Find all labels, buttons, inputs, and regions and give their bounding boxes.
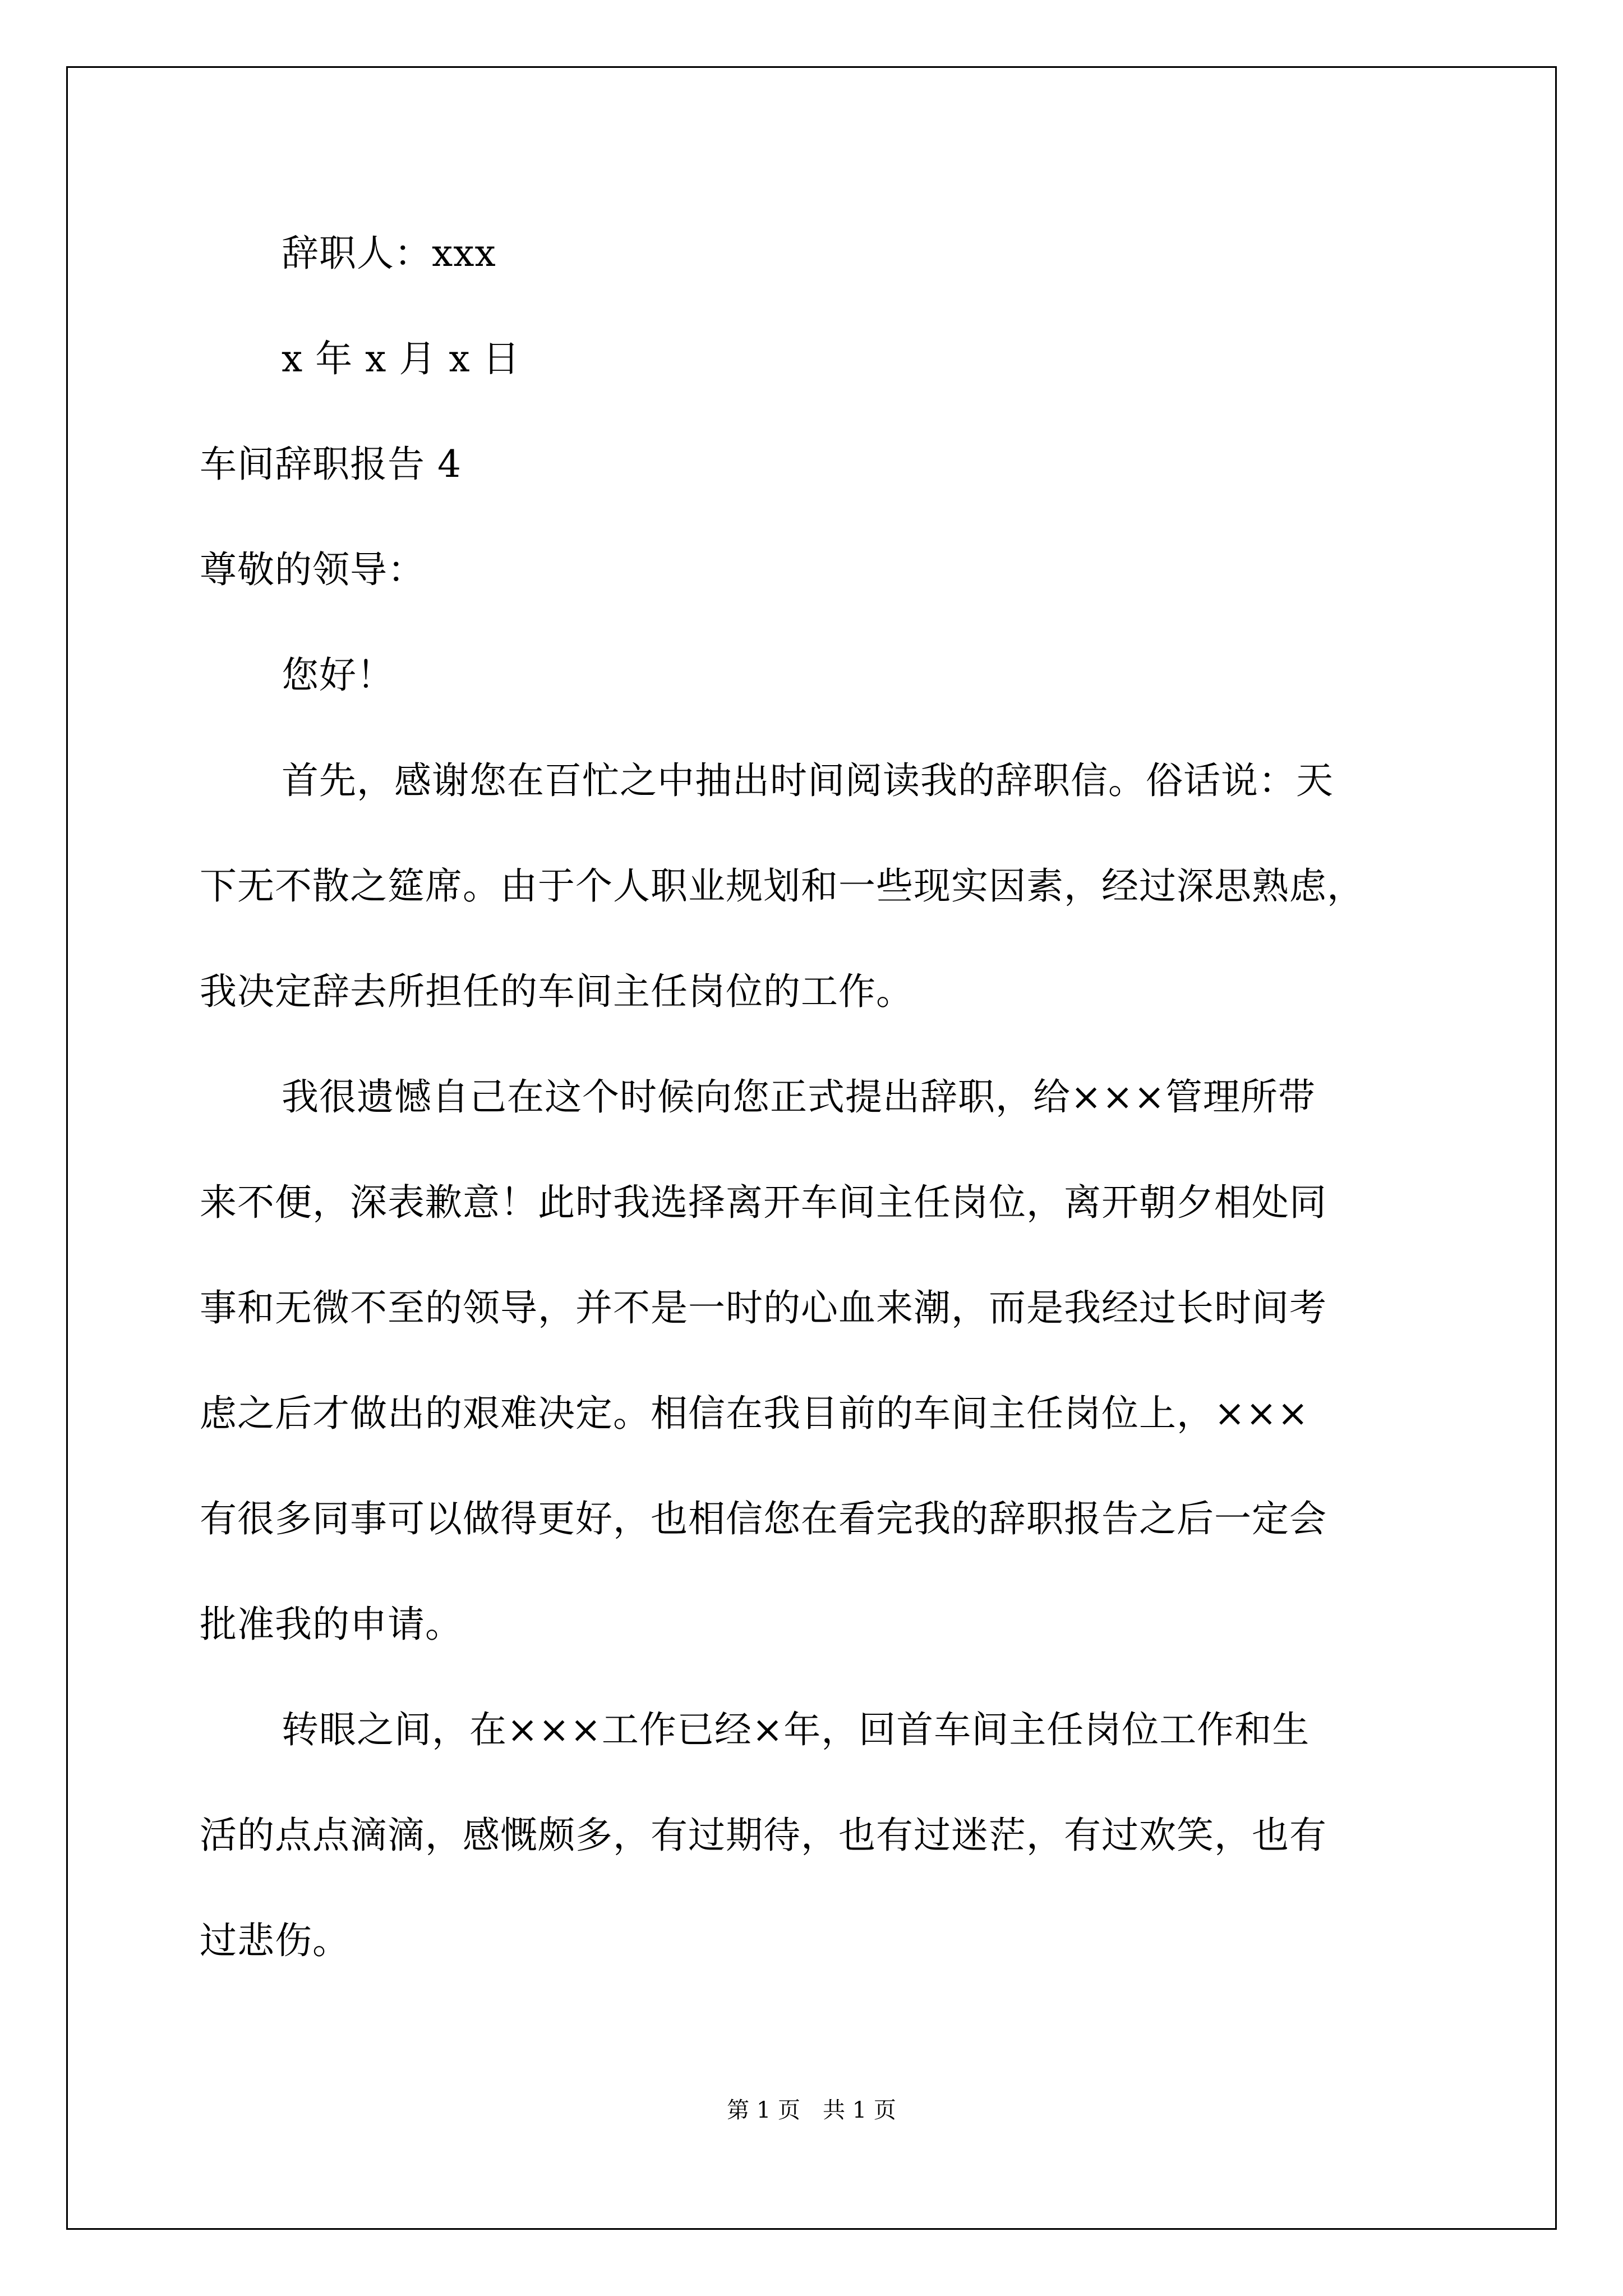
paragraph-1-line-3: 我决定辞去所担任的车间主任岗位的工作。 — [200, 970, 914, 1013]
page-number-footer: 第 1 页 共 1 页 — [727, 2097, 896, 2123]
paragraph-2-line-4: 虑之后才做出的艰难决定。相信在我目前的车间主任岗位上，××× — [200, 1392, 1309, 1435]
paragraph-3-line-1: 转眼之间，在×××工作已经×年，回首车间主任岗位工作和生 — [282, 1708, 1310, 1751]
paragraph-1-line-1: 首先，感谢您在百忙之中抽出时间阅读我的辞职信。俗话说：天 — [282, 759, 1334, 802]
greeting: 您好！ — [282, 654, 394, 697]
date-line: x 年 x 月 x 日 — [282, 337, 520, 380]
page-border — [66, 66, 1557, 2230]
paragraph-3-line-2: 活的点点滴滴，感慨颇多，有过期待，也有过迷茫，有过欢笑，也有 — [200, 1814, 1327, 1857]
paragraph-2-line-6: 批准我的申请。 — [200, 1603, 463, 1646]
paragraph-2-line-2: 来不便，深表歉意！此时我选择离开车间主任岗位，离开朝夕相处同 — [200, 1181, 1327, 1224]
section-heading: 车间辞职报告 4 — [200, 443, 462, 486]
signature-line: 辞职人：xxx — [282, 232, 496, 275]
paragraph-2-line-5: 有很多同事可以做得更好，也相信您在看完我的辞职报告之后一定会 — [200, 1497, 1327, 1540]
paragraph-3-line-3: 过悲伤。 — [200, 1919, 350, 1962]
paragraph-1-line-2: 下无不散之筵席。由于个人职业规划和一些现实因素，经过深思熟虑， — [200, 864, 1364, 908]
salutation: 尊敬的领导： — [200, 548, 425, 591]
paragraph-2-line-3: 事和无微不至的领导，并不是一时的心血来潮，而是我经过长时间考 — [200, 1286, 1327, 1329]
paragraph-2-line-1: 我很遗憾自己在这个时候向您正式提出辞职，给×××管理所带 — [282, 1075, 1316, 1119]
